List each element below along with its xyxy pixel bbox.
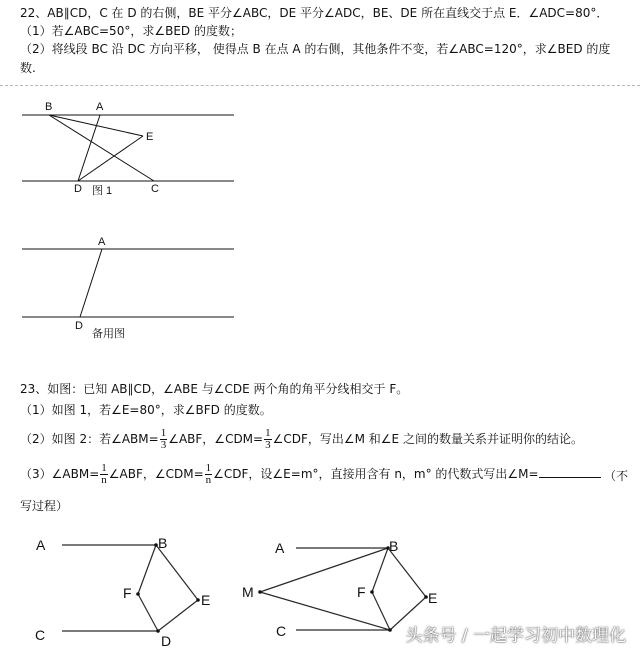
q23-part2-b: ∠ABF，∠CDM= xyxy=(168,432,264,446)
fig-b-be xyxy=(388,548,426,597)
label-b: B xyxy=(45,101,53,113)
fig1-caption: 图 1 xyxy=(92,185,113,197)
backup-segment-ad xyxy=(80,249,102,317)
label-d: D xyxy=(74,183,82,195)
label-a: A xyxy=(96,101,104,113)
q23-part3-d: （不 xyxy=(604,469,629,483)
fig-a-label-c: C xyxy=(35,627,46,643)
backup-caption: 备用图 xyxy=(92,328,125,340)
q23-stem: 23、如图：已知 AB∥CD，∠ABE 与∠CDE 两个角的角平分线相交于 F。 xyxy=(20,382,409,396)
fig-b-label-e: E xyxy=(428,590,438,606)
fig-b-label-f: F xyxy=(357,584,366,600)
fig-b-label-b: B xyxy=(389,538,399,554)
fig-a-label-b: B xyxy=(158,535,168,551)
q22-backup-figure xyxy=(0,225,640,345)
segment-be xyxy=(49,115,143,136)
q22-part2-line1: （2）将线段 BC 沿 DC 方向平移， 使得点 B 在点 A 的右侧，其他条件不变，若∠ABC=120°，求∠BED 的度 xyxy=(20,42,611,56)
fraction-one-third: $\frac{1}{3}$ xyxy=(160,427,167,451)
q23-part3-c: ∠CDF，设∠E=m°，直接用含有 n，m° 的代数式写出∠M= xyxy=(213,467,539,481)
segment-bc xyxy=(49,115,154,181)
label-e: E xyxy=(146,131,154,143)
fig-a-label-d: D xyxy=(161,633,172,649)
q23-part3-b: ∠ABF，∠CDM= xyxy=(108,467,204,481)
watermark: 头条号 / 一起学习初中数理化 xyxy=(405,626,626,646)
fig-b-label-c: C xyxy=(276,623,287,639)
q23-part3 xyxy=(20,463,601,486)
segment-de xyxy=(78,136,143,181)
q22-part1: （1）若∠ABC=50°，求∠BED 的度数； xyxy=(20,24,242,38)
q22-stem: 22、AB∥CD，C 在 D 的右侧，BE 平分∠ABC，DE 平分∠ADC，BE、DE 所在直线交于点 E．∠ADC=80°． xyxy=(20,6,609,20)
fraction-one-over-n: $\frac{1}{n}$ xyxy=(101,462,107,486)
q23-part1: （1）如图 1，若∠E=80°，求∠BFD 的度数。 xyxy=(20,403,272,417)
backup-label-a: A xyxy=(98,236,106,248)
backup-label-d: D xyxy=(75,320,83,332)
label-c: C xyxy=(151,183,159,195)
q22-part2-line2: 数. xyxy=(20,61,36,75)
fraction-one-over-n: $\frac{1}{n}$ xyxy=(205,462,212,486)
q23-part3-line2: 写过程） xyxy=(20,499,69,513)
fig-a-label-a: A xyxy=(36,537,46,553)
fig-a-label-f: F xyxy=(123,585,132,601)
fig-b-label-a: A xyxy=(275,540,285,556)
q23-part2-c: ∠CDF，写出∠M 和∠E 之间的数量关系并证明你的结论。 xyxy=(272,432,583,446)
answer-blank xyxy=(539,466,601,478)
fig-b-bf xyxy=(372,548,388,592)
segment-ad xyxy=(78,115,100,181)
fig-a-label-e: E xyxy=(201,592,211,608)
fig-b-fd xyxy=(372,592,390,630)
fig-b-label-m: M xyxy=(242,584,254,600)
q23-part2 xyxy=(20,428,583,451)
section-divider xyxy=(0,85,640,86)
q23-part3-a: （3）∠ABM= xyxy=(20,467,100,481)
q23-part2-a: （2）如图 2：若∠ABM= xyxy=(20,432,159,446)
fraction-one-third: $\frac{1}{3}$ xyxy=(265,427,271,451)
